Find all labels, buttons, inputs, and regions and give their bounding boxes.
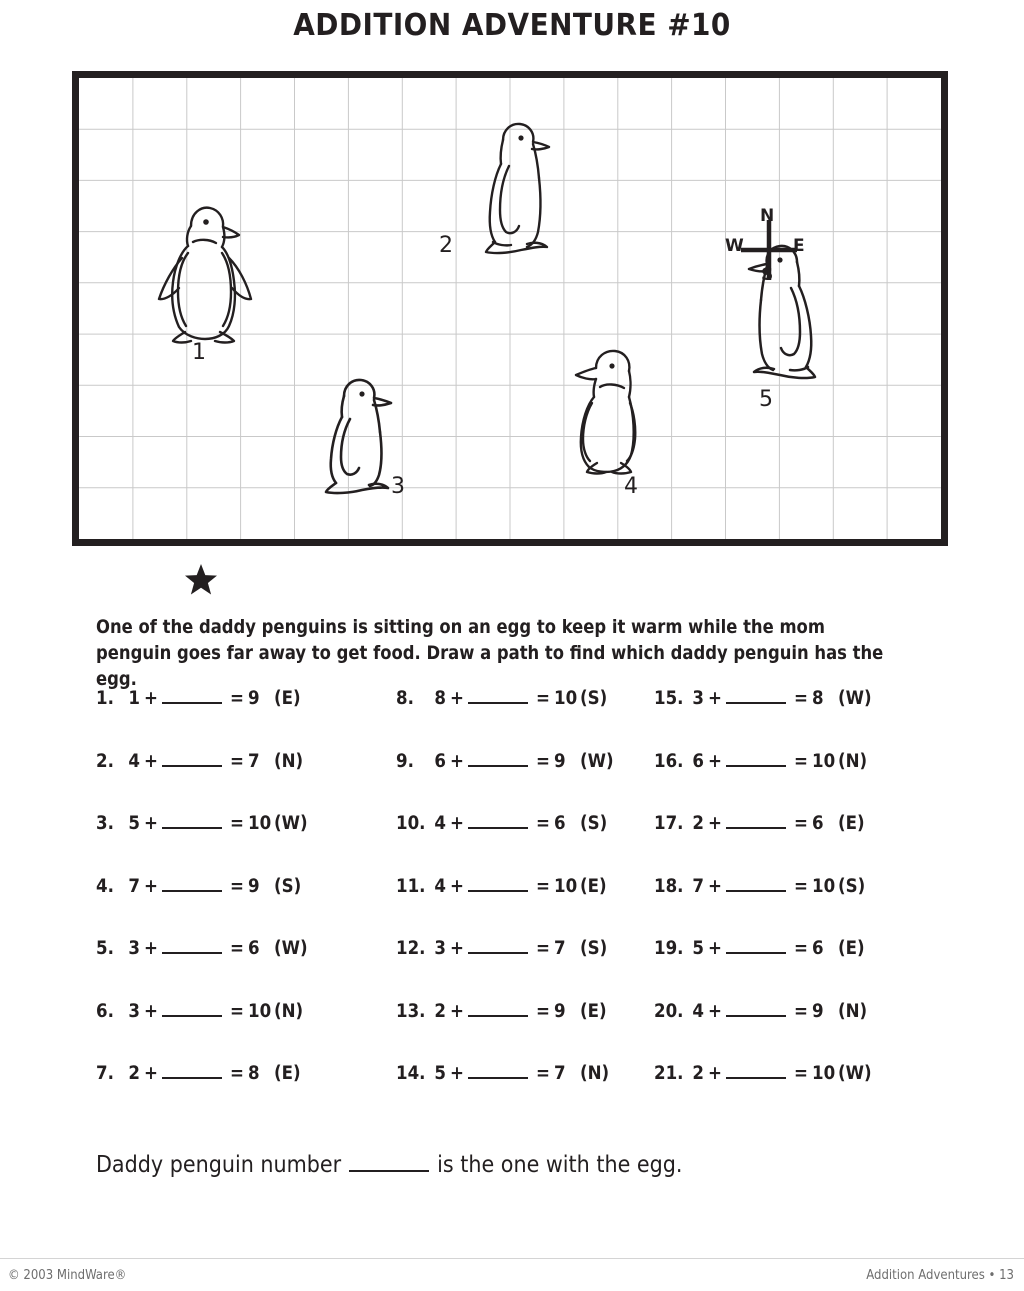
equations-list	[96, 688, 926, 1126]
answer-blank[interactable]	[726, 751, 786, 767]
equation-number: 18.	[654, 875, 684, 897]
answer-blank[interactable]	[162, 876, 222, 892]
equation-sum: 9	[554, 1000, 566, 1022]
answer-blank[interactable]	[468, 938, 528, 954]
equation-number: 21.	[654, 1063, 684, 1084]
equation-row	[96, 876, 926, 939]
equation-sum: 8	[812, 688, 824, 709]
equation-addend: 2	[692, 813, 704, 834]
equation-addend: 6	[434, 750, 446, 772]
equals-sign: =	[230, 875, 244, 897]
answer-blank[interactable]	[468, 813, 528, 829]
equation-sum: 9	[812, 1000, 824, 1022]
plus-sign: +	[708, 1063, 722, 1084]
equals-sign: =	[536, 688, 550, 709]
equation-direction: (E)	[580, 1000, 607, 1022]
equation-number: 17.	[654, 813, 684, 834]
equation-item-14	[396, 1063, 654, 1084]
equation-number: 19.	[654, 938, 684, 959]
answer-blank[interactable]	[162, 1001, 222, 1017]
equation-direction: (N)	[838, 750, 868, 772]
penguin-1	[151, 196, 259, 344]
answer-blank[interactable]	[162, 751, 222, 767]
plus-sign: +	[144, 1000, 158, 1022]
equation-number: 1.	[96, 688, 114, 709]
compass-north-label: N	[760, 206, 775, 226]
equation-row	[96, 1063, 926, 1126]
equation-item-15	[654, 688, 916, 709]
footer-divider	[0, 1258, 1024, 1259]
instructions-text: One of the daddy penguins is sitting on an egg to keep it warm while the mom penguin goes far away to get food. Draw a path to find which daddy penguin has the egg.	[96, 616, 884, 690]
equation-addend: 7	[692, 875, 704, 897]
equation-direction: (W)	[580, 750, 614, 772]
equation-item-6	[96, 1001, 396, 1022]
equation-item-21	[654, 1063, 916, 1084]
equation-sum: 7	[554, 1063, 566, 1084]
equation-number: 13.	[396, 1000, 426, 1022]
equation-item-9	[396, 751, 654, 772]
compass-east-label: E	[793, 236, 805, 256]
penguin-3	[314, 374, 396, 496]
equation-item-3	[96, 813, 396, 834]
equation-addend: 2	[692, 1063, 704, 1084]
final-answer-blank[interactable]	[349, 1154, 429, 1172]
equation-addend: 6	[692, 750, 704, 772]
equation-row	[96, 688, 926, 751]
equation-sum: 10	[812, 875, 836, 897]
answer-blank[interactable]	[162, 813, 222, 829]
plus-sign: +	[708, 938, 722, 959]
map-panel	[72, 71, 948, 546]
equation-addend: 4	[692, 1000, 704, 1022]
compass-south-label: S	[761, 265, 774, 285]
equation-addend: 5	[434, 1063, 446, 1084]
equation-item-18	[654, 876, 916, 897]
equation-addend: 3	[692, 688, 704, 709]
equals-sign: =	[794, 875, 808, 897]
equation-direction: (E)	[580, 875, 607, 897]
equation-direction: (S)	[580, 813, 608, 834]
equals-sign: =	[794, 1063, 808, 1084]
final-answer-line	[96, 1152, 682, 1178]
equation-item-1	[96, 688, 396, 709]
penguin-4	[562, 343, 652, 475]
equation-item-13	[396, 1001, 654, 1022]
equals-sign: =	[230, 688, 244, 709]
equation-row	[96, 813, 926, 876]
equation-item-20	[654, 1001, 916, 1022]
plus-sign: +	[450, 938, 464, 959]
equation-direction: (S)	[838, 875, 866, 897]
equation-addend: 4	[434, 875, 446, 897]
plus-sign: +	[708, 688, 722, 709]
equation-number: 6.	[96, 1000, 114, 1022]
penguin-4-label: 4	[624, 474, 638, 499]
final-answer-prefix: Daddy penguin number	[96, 1152, 342, 1178]
equation-direction: (N)	[580, 1063, 610, 1084]
equation-sum: 6	[812, 938, 824, 959]
equation-item-4	[96, 876, 396, 897]
equation-item-17	[654, 813, 916, 834]
equals-sign: =	[230, 813, 244, 834]
equation-direction: (S)	[580, 688, 608, 709]
equation-item-5	[96, 938, 396, 959]
equation-addend: 5	[692, 938, 704, 959]
penguin-2-label: 2	[439, 233, 453, 258]
equation-sum: 7	[554, 938, 566, 959]
plus-sign: +	[450, 875, 464, 897]
equation-addend: 7	[128, 875, 140, 897]
compass-west-label: W	[725, 236, 744, 256]
equation-direction: (W)	[274, 813, 308, 834]
plus-sign: +	[708, 750, 722, 772]
equation-addend: 5	[128, 813, 140, 834]
answer-blank[interactable]	[162, 688, 222, 704]
answer-blank[interactable]	[468, 876, 528, 892]
equation-number: 8.	[396, 688, 414, 709]
equation-direction: (S)	[580, 938, 608, 959]
equation-addend: 4	[434, 813, 446, 834]
equation-direction: (W)	[838, 688, 872, 709]
equation-item-10	[396, 813, 654, 834]
equation-row	[96, 938, 926, 1001]
equation-number: 3.	[96, 813, 114, 834]
equation-addend: 3	[434, 938, 446, 959]
equation-number: 7.	[96, 1063, 114, 1084]
answer-blank[interactable]	[468, 1001, 528, 1017]
equation-sum: 6	[812, 813, 824, 834]
equation-addend: 3	[128, 1000, 140, 1022]
plus-sign: +	[708, 813, 722, 834]
equation-number: 16.	[654, 750, 684, 772]
equals-sign: =	[794, 688, 808, 709]
equation-direction: (E)	[274, 1063, 301, 1084]
plus-sign: +	[144, 875, 158, 897]
equation-sum: 10	[248, 1000, 272, 1022]
equation-row	[96, 1001, 926, 1064]
equation-sum: 10	[812, 750, 836, 772]
equals-sign: =	[536, 938, 550, 959]
equation-number: 2.	[96, 750, 114, 772]
equation-item-12	[396, 938, 654, 959]
answer-blank[interactable]	[468, 688, 528, 704]
equation-item-8	[396, 688, 654, 709]
equals-sign: =	[536, 1063, 550, 1084]
equation-direction: (E)	[274, 688, 301, 709]
equation-sum: 6	[554, 813, 566, 834]
plus-sign: +	[708, 875, 722, 897]
equation-sum: 9	[248, 688, 260, 709]
equation-sum: 10	[812, 1063, 836, 1084]
equation-direction: (N)	[274, 1000, 304, 1022]
equation-addend: 4	[128, 750, 140, 772]
equation-sum: 10	[554, 875, 578, 897]
compass-rose	[719, 206, 819, 298]
plus-sign: +	[708, 1000, 722, 1022]
equation-direction: (N)	[274, 750, 304, 772]
start-star-icon	[184, 563, 218, 597]
equation-direction: (E)	[838, 813, 865, 834]
equation-number: 4.	[96, 875, 114, 897]
equation-number: 12.	[396, 938, 426, 959]
equals-sign: =	[536, 875, 550, 897]
equals-sign: =	[230, 1000, 244, 1022]
equation-item-16	[654, 751, 916, 772]
footer-copyright: © 2003 MindWare®	[8, 1268, 127, 1283]
equation-addend: 2	[128, 1063, 140, 1084]
answer-blank[interactable]	[726, 938, 786, 954]
equation-direction: (S)	[274, 875, 302, 897]
answer-blank[interactable]	[726, 1001, 786, 1017]
equation-item-2	[96, 751, 396, 772]
plus-sign: +	[144, 938, 158, 959]
equals-sign: =	[230, 1063, 244, 1084]
equation-sum: 10	[554, 688, 578, 709]
equals-sign: =	[794, 813, 808, 834]
equation-number: 11.	[396, 875, 426, 897]
equals-sign: =	[794, 750, 808, 772]
equals-sign: =	[230, 750, 244, 772]
equation-direction: (E)	[838, 938, 865, 959]
equation-direction: (N)	[838, 1000, 868, 1022]
equation-sum: 7	[248, 750, 260, 772]
plus-sign: +	[144, 750, 158, 772]
final-answer-suffix: is the one with the egg.	[437, 1152, 683, 1178]
equation-row	[96, 751, 926, 814]
equation-addend: 1	[128, 688, 140, 709]
plus-sign: +	[450, 688, 464, 709]
equation-addend: 3	[128, 938, 140, 959]
equation-number: 15.	[654, 688, 684, 709]
answer-blank[interactable]	[726, 876, 786, 892]
equals-sign: =	[230, 938, 244, 959]
equation-addend: 2	[434, 1000, 446, 1022]
equation-item-19	[654, 938, 916, 959]
equation-sum: 8	[248, 1063, 260, 1084]
page-title: ADDITION ADVENTURE #10	[293, 8, 731, 43]
plus-sign: +	[144, 1063, 158, 1084]
plus-sign: +	[450, 1063, 464, 1084]
equation-item-7	[96, 1063, 396, 1084]
equals-sign: =	[794, 1000, 808, 1022]
plus-sign: +	[450, 1000, 464, 1022]
plus-sign: +	[450, 750, 464, 772]
equation-number: 10.	[396, 813, 426, 834]
answer-blank[interactable]	[726, 688, 786, 704]
penguin-1-label: 1	[192, 340, 206, 365]
equation-sum: 10	[248, 813, 272, 834]
equation-item-11	[396, 876, 654, 897]
equation-number: 9.	[396, 750, 414, 772]
equation-addend: 8	[434, 688, 446, 709]
penguin-3-label: 3	[391, 474, 405, 499]
answer-blank[interactable]	[162, 938, 222, 954]
equation-number: 20.	[654, 1000, 684, 1022]
equation-direction: (W)	[274, 938, 308, 959]
plus-sign: +	[144, 813, 158, 834]
answer-blank[interactable]	[468, 1063, 528, 1079]
equals-sign: =	[536, 813, 550, 834]
footer-page-info: Addition Adventures • 13	[866, 1268, 1014, 1283]
answer-blank[interactable]	[726, 1063, 786, 1079]
equation-direction: (W)	[838, 1063, 872, 1084]
equals-sign: =	[794, 938, 808, 959]
penguin-5-label: 5	[759, 387, 773, 412]
equals-sign: =	[536, 1000, 550, 1022]
plus-sign: +	[144, 688, 158, 709]
equation-number: 14.	[396, 1063, 426, 1084]
equation-sum: 9	[248, 875, 260, 897]
equation-number: 5.	[96, 938, 114, 959]
plus-sign: +	[450, 813, 464, 834]
answer-blank[interactable]	[726, 813, 786, 829]
penguin-2	[469, 118, 551, 258]
answer-blank[interactable]	[468, 751, 528, 767]
equation-sum: 9	[554, 750, 566, 772]
answer-blank[interactable]	[162, 1063, 222, 1079]
equation-sum: 6	[248, 938, 260, 959]
equals-sign: =	[536, 750, 550, 772]
